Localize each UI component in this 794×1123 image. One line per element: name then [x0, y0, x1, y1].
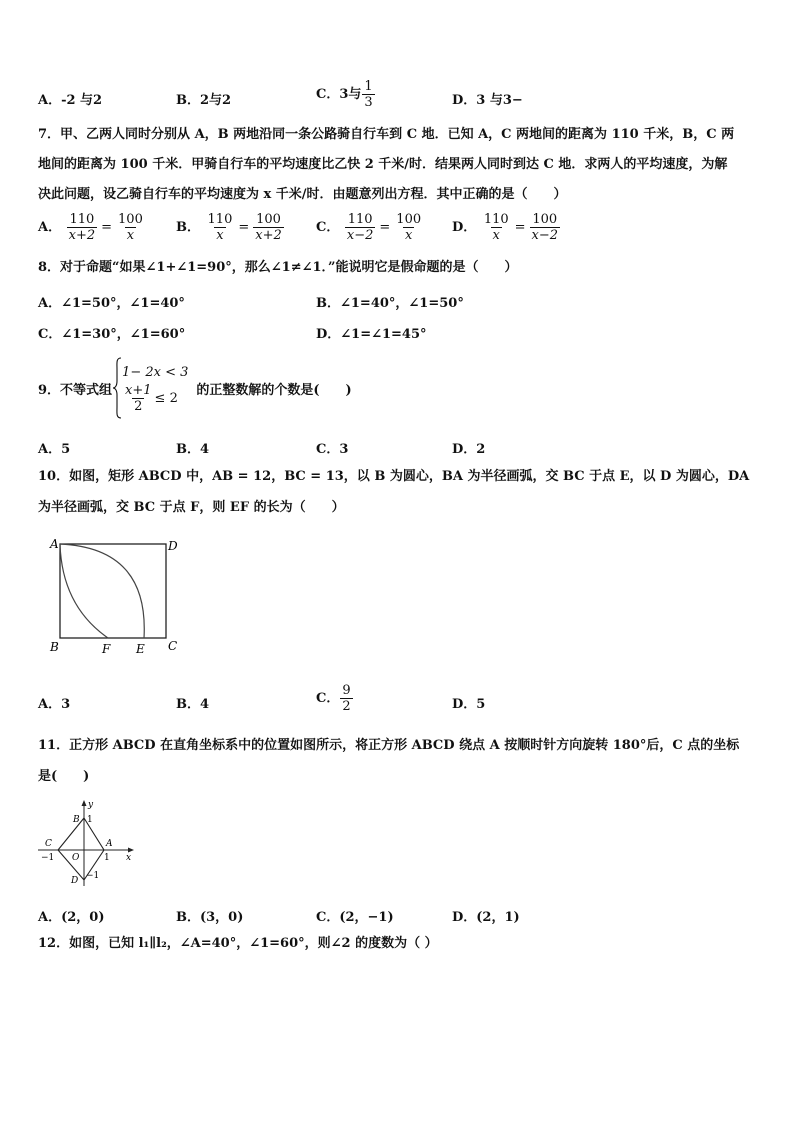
q8-option-d[interactable]: D．∠1=∠1=45°: [316, 327, 427, 342]
fraction-denominator: x: [492, 228, 500, 243]
fraction-numerator: 100: [532, 212, 558, 227]
fraction-numerator: x+1: [125, 382, 152, 398]
label-d: D: [71, 876, 79, 886]
fraction-denominator: x−2: [346, 228, 374, 243]
x-axis-arrow-icon: [128, 848, 134, 853]
y-axis-arrow-icon: [82, 800, 87, 806]
q6-option-d[interactable]: D．3 与3−: [452, 93, 523, 108]
q9-option-d[interactable]: D．2: [452, 442, 486, 457]
option-label: C．: [316, 220, 340, 235]
q10-option-a[interactable]: A．3: [38, 697, 71, 712]
option-label: B．: [176, 220, 200, 235]
label-one-top: 1: [87, 815, 93, 825]
q7-stem-line3: 决此问题，设乙骑自行车的平均速度为 x 千米/时．由题意列出方程．其中正确的是（ ）: [38, 187, 567, 202]
q6-c-fraction: [362, 79, 374, 110]
lhs-fraction: [67, 212, 98, 243]
q11-option-d[interactable]: D．(2，1): [452, 910, 520, 925]
option-label: D．: [452, 220, 477, 235]
label-one-right: 1: [104, 853, 110, 863]
q7-option-a[interactable]: [38, 212, 146, 243]
q9-option-b[interactable]: B．4: [176, 442, 210, 457]
q10-c-fraction: [340, 683, 352, 714]
fraction-numerator: 110: [207, 212, 233, 227]
q9-fraction: [123, 383, 154, 414]
rhs-fraction: [530, 212, 561, 243]
lhs-fraction: [345, 212, 376, 243]
q11-stem-line1: 11．正方形 ABCD 在直角坐标系中的位置如图所示，将正方形 ABCD 绕点 A 按顺时针方向旋转 180°后，C 点的坐标: [38, 738, 740, 753]
rhs-fraction: [253, 212, 284, 243]
label-a: A: [50, 537, 59, 551]
q12-stem: 12．如图，已知 l₁∥l₂，∠A=40°，∠1=60°，则∠2 的度数为（ ）: [38, 936, 438, 951]
fraction-numerator: 110: [483, 212, 509, 227]
q6-option-a[interactable]: A．-2 与2: [38, 93, 103, 108]
q6-option-c-label: C．3与: [316, 87, 362, 102]
q8-option-c[interactable]: C．∠1=30°，∠1=60°: [38, 327, 186, 342]
fraction-denominator: x: [216, 228, 224, 243]
lhs-fraction: [482, 212, 511, 243]
inequality-lines: [122, 363, 188, 414]
inequality-system: [112, 357, 188, 419]
label-b: B: [50, 640, 59, 654]
label-e: E: [136, 642, 145, 656]
label-f: F: [102, 642, 111, 656]
fraction-numerator: 9: [342, 683, 351, 698]
rhs-fraction: [116, 212, 145, 243]
fraction-numerator: 110: [69, 212, 95, 227]
q10-option-c[interactable]: [316, 683, 354, 714]
q9-stem-suffix: 的正整数解的个数是( ): [196, 382, 352, 398]
q10-stem-line1: 10．如图，矩形 ABCD 中，AB = 12，BC = 13，以 B 为圆心，BA 为半径画弧，交 BC 于点 E，以 D 为圆心，DA: [38, 469, 750, 484]
q9-option-c[interactable]: C．3: [316, 442, 349, 457]
label-neg-one-left: −1: [41, 853, 55, 863]
equals-sign: =: [101, 220, 113, 235]
label-o: O: [72, 853, 80, 863]
option-label: C．: [316, 691, 340, 706]
q10-option-d[interactable]: D．5: [452, 697, 486, 712]
q7-stem-line1: 7．甲、乙两人同时分别从 A，B 两地沿同一条公路骑自行车到 C 地．已知 A，C 两地间的距离为 110 千米，B，C 两: [38, 127, 735, 142]
fraction-denominator: 2: [134, 398, 143, 414]
fraction-numerator: 100: [396, 212, 422, 227]
equals-sign: =: [514, 220, 526, 235]
rhs-fraction: [394, 212, 423, 243]
q11-coordinate-figure: [36, 796, 140, 888]
fraction-denominator: x: [405, 228, 413, 243]
q9-stem-prefix: 9．不等式组: [38, 382, 113, 398]
lhs-fraction: [206, 212, 235, 243]
inequality-rhs: ≤ 2: [154, 390, 178, 406]
fraction-denominator: x−2: [531, 228, 559, 243]
label-c: C: [168, 639, 178, 653]
fraction-numerator: 1: [364, 79, 373, 94]
option-label: A．: [38, 220, 62, 235]
q11-option-c[interactable]: C．(2，−1): [316, 910, 394, 925]
label-x: x: [126, 853, 132, 863]
q10-rectangle-figure: [44, 534, 184, 658]
fraction-denominator: x+2: [255, 228, 282, 243]
q10-option-b[interactable]: B．4: [176, 697, 210, 712]
inequality-line-1: 1− 2x < 3: [122, 364, 189, 380]
fraction-denominator: 2: [342, 699, 351, 714]
label-a: A: [106, 839, 113, 849]
equals-sign: =: [379, 220, 391, 235]
label-neg-one-bottom: −1: [86, 871, 100, 881]
label-d: D: [168, 539, 178, 553]
fraction-denominator: 3: [364, 95, 373, 110]
inequality-line-2: [122, 383, 188, 414]
q7-option-d[interactable]: [452, 212, 561, 243]
equals-sign: =: [238, 220, 250, 235]
fraction-numerator: 100: [118, 212, 143, 227]
label-b: B: [73, 815, 80, 825]
left-brace-icon: [112, 357, 122, 419]
q9-option-a[interactable]: A．5: [38, 442, 71, 457]
fraction-denominator: x+2: [68, 228, 96, 243]
q7-option-c[interactable]: [316, 212, 424, 243]
label-y: y: [88, 800, 94, 810]
q8-option-a[interactable]: A．∠1=50°，∠1=40°: [38, 296, 185, 311]
fraction-numerator: 100: [256, 212, 281, 227]
arc-af: [60, 544, 108, 638]
fraction-denominator: x: [126, 228, 135, 243]
q10-stem-line2: 为半径画弧，交 BC 于点 F，则 EF 的长为（ ）: [38, 500, 345, 515]
q6-option-b[interactable]: B．2与2: [176, 93, 232, 108]
q11-option-b[interactable]: B．(3，0): [176, 910, 244, 925]
q8-stem: 8．对于命题“如果∠1+∠1=90°，那么∠1≠∠1．”能说明它是假命题的是（ ）: [38, 260, 518, 275]
fraction-numerator: 110: [347, 212, 373, 227]
q11-option-a[interactable]: A．(2，0): [38, 910, 105, 925]
label-c: C: [45, 839, 52, 849]
arc-ae: [60, 544, 144, 638]
q11-stem-line2: 是( ): [38, 769, 90, 784]
q7-option-b[interactable]: [176, 212, 285, 243]
q6-option-c[interactable]: [316, 79, 376, 110]
q7-stem-line2: 地间的距离为 100 千米．甲骑自行车的平均速度比乙快 2 千米/时．结果两人同时到达 C 地．求两人的平均速度，为解: [38, 157, 728, 172]
q8-option-b[interactable]: B．∠1=40°，∠1=50°: [316, 296, 464, 311]
q9-stem: [38, 355, 352, 421]
